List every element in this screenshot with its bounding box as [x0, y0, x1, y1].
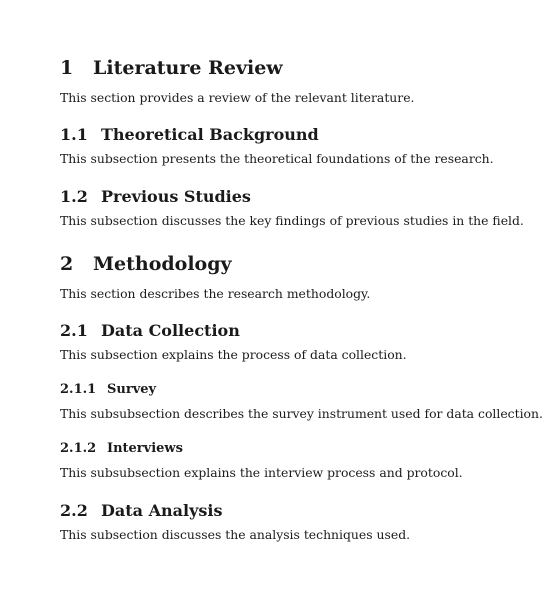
subsection-title: Theoretical Background [101, 125, 319, 144]
subsection-number: 2.1 [60, 321, 88, 340]
subsubsection-number: 2.1.1 [60, 382, 97, 397]
subsection-heading [60, 127, 319, 143]
subsubsection-heading [60, 442, 183, 455]
subsubsection-title: Interviews [107, 441, 183, 456]
section-body: This section provides a review of the relevant literature. [60, 90, 415, 105]
subsubsection-number: 2.1.2 [60, 441, 97, 456]
subsection-title: Previous Studies [101, 187, 251, 206]
section-body: This section describes the research methodology. [60, 286, 371, 301]
subsection-heading [60, 503, 222, 519]
subsubsection-title: Survey [107, 382, 157, 397]
subsection-body: This subsection explains the process of data collection. [60, 347, 407, 362]
subsubsection-body: This subsubsection describes the survey instrument used for data collection. [60, 406, 543, 421]
subsection-title: Data Collection [101, 321, 240, 340]
subsection-heading [60, 189, 251, 205]
section-title: Methodology [93, 253, 232, 275]
subsection-number: 1.2 [60, 187, 88, 206]
subsection-body: This subsection discusses the key findings of previous studies in the field. [60, 213, 524, 228]
subsubsection-heading [60, 383, 156, 396]
subsubsection-body: This subsubsection explains the interview process and protocol. [60, 465, 463, 480]
section-heading [60, 255, 232, 274]
subsection-number: 1.1 [60, 125, 88, 144]
subsection-number: 2.2 [60, 501, 88, 520]
section-number: 1 [60, 57, 74, 79]
subsection-title: Data Analysis [101, 501, 223, 520]
subsection-body: This subsection presents the theoretical foundations of the research. [60, 151, 494, 166]
section-heading [60, 59, 283, 78]
section-title: Literature Review [93, 57, 283, 79]
subsection-heading [60, 323, 240, 339]
subsection-body: This subsection discusses the analysis techniques used. [60, 527, 411, 542]
section-number: 2 [60, 253, 74, 275]
